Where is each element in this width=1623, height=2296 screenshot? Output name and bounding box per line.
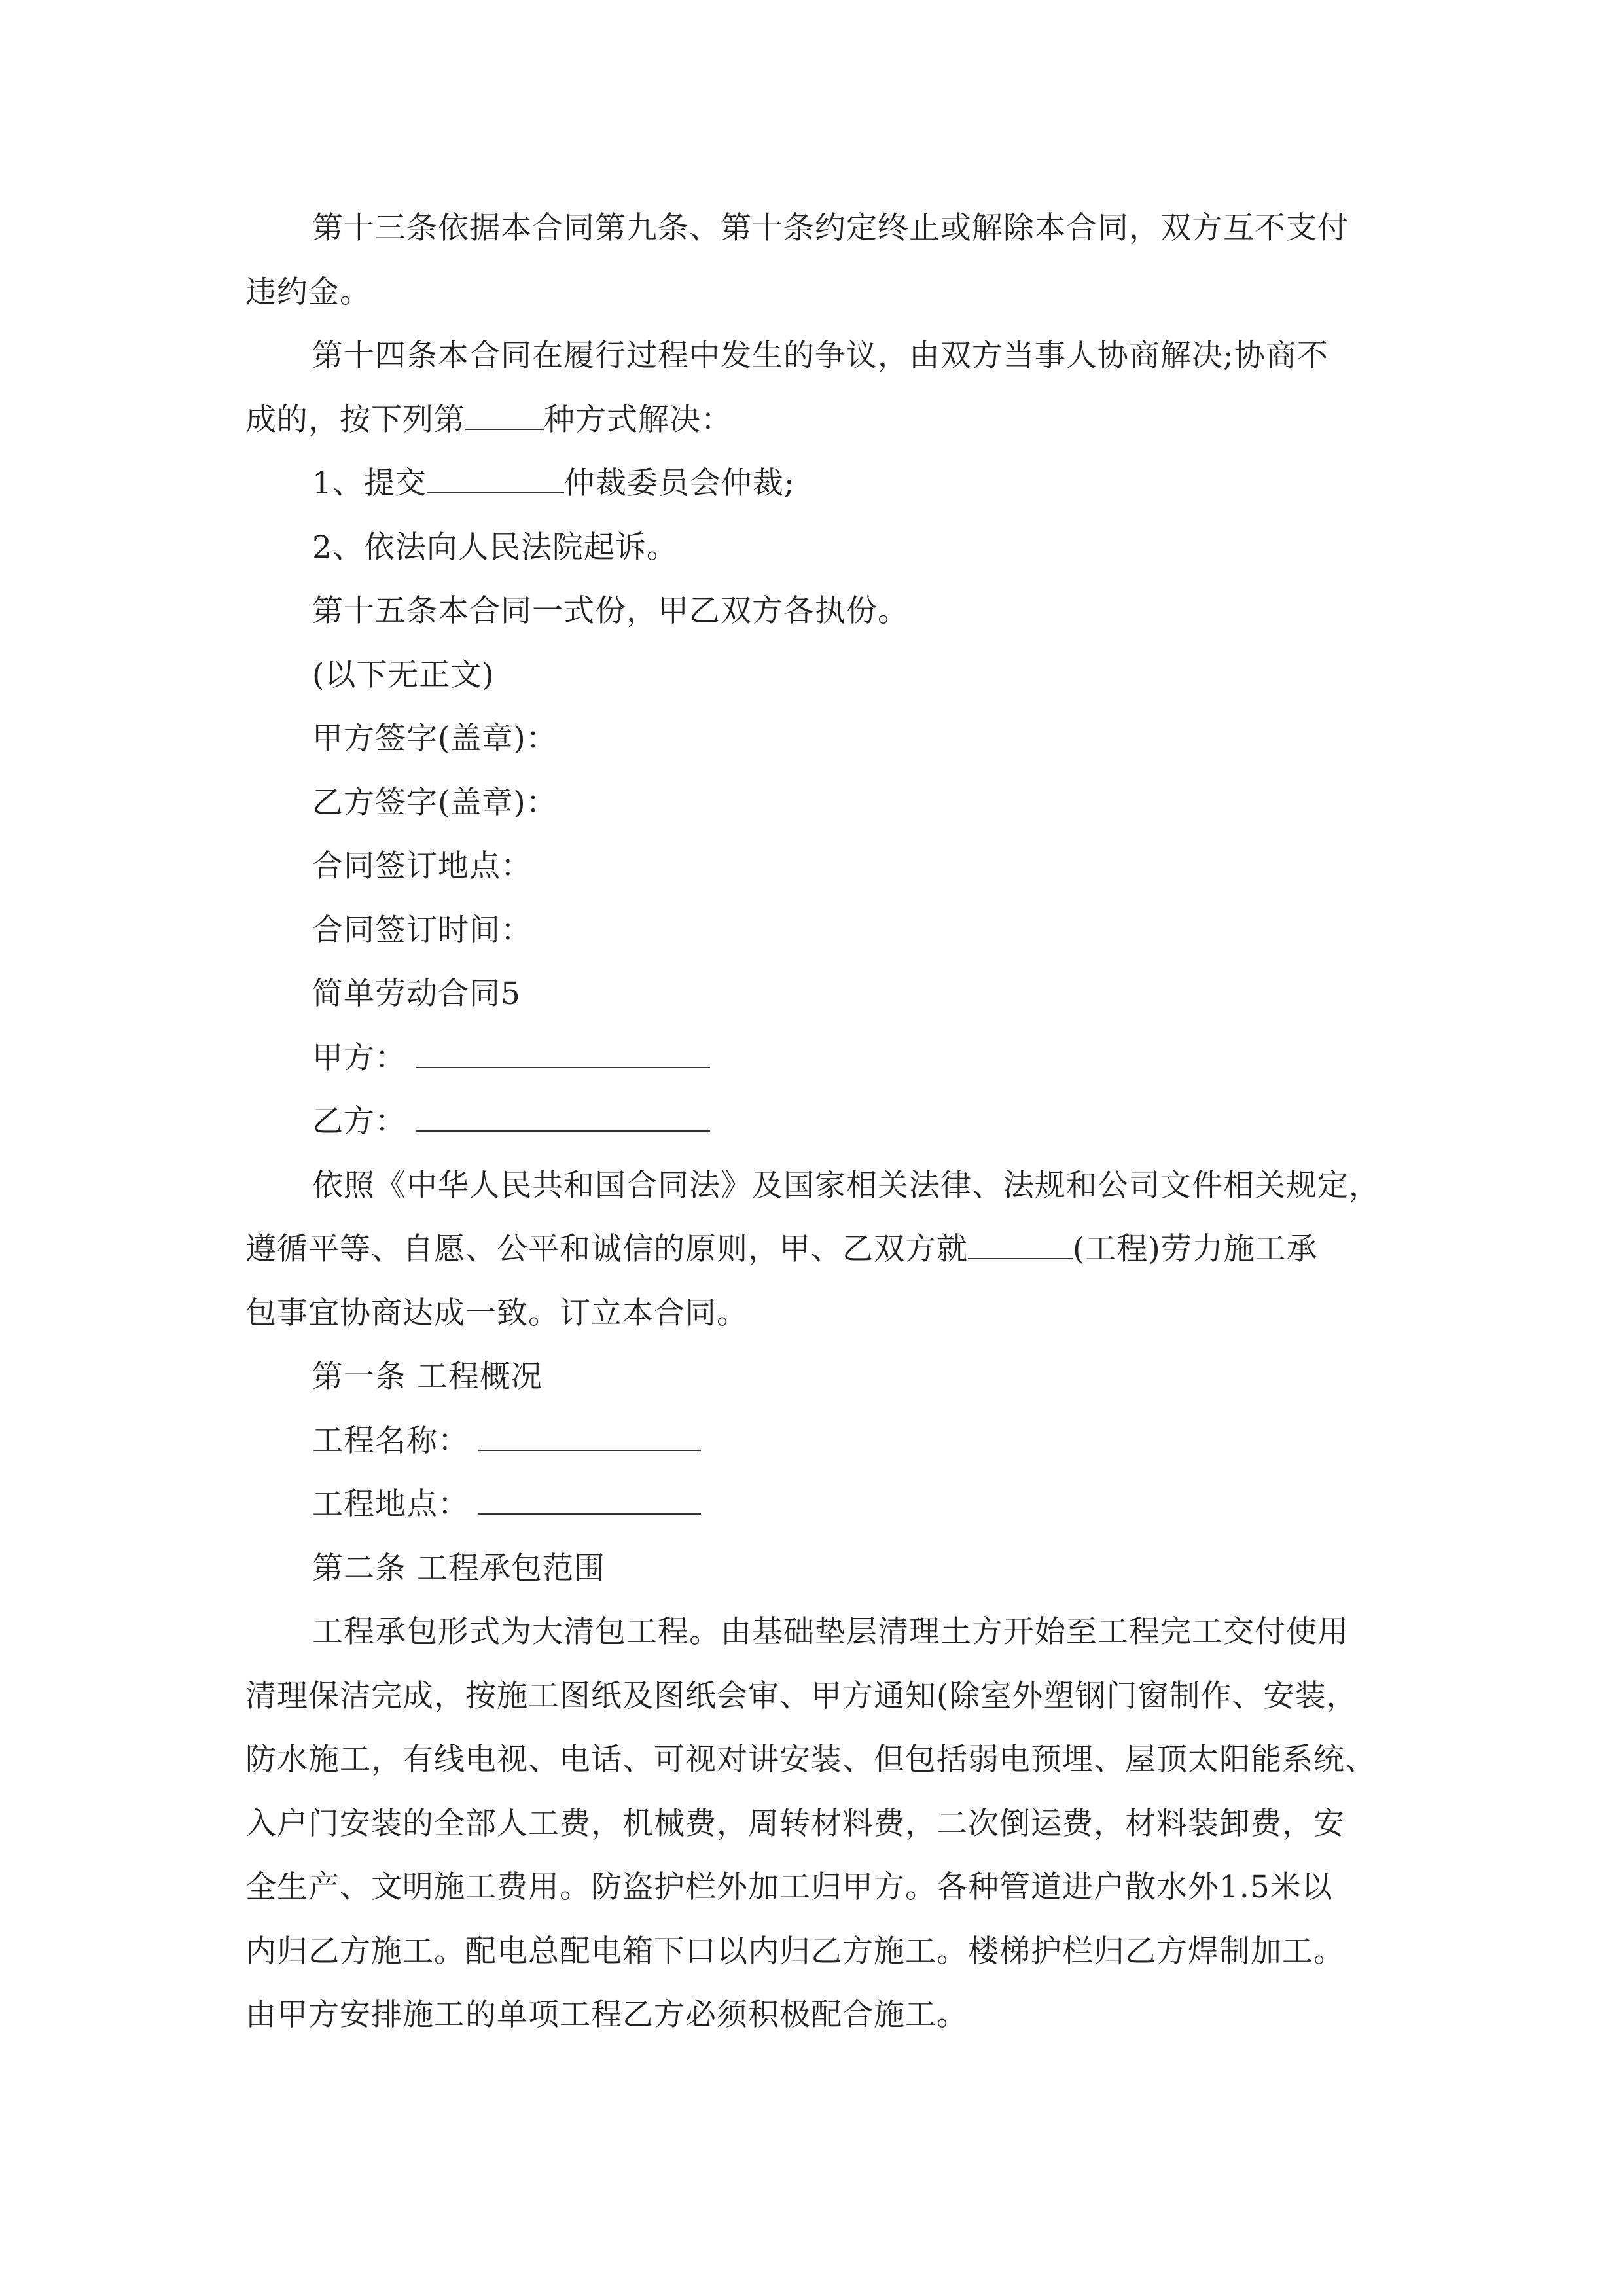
project-location-label: 工程地点： <box>312 1486 469 1522</box>
intro-line-1: 依照《中华人民共和国合同法》及国家相关法律、法规和公司文件相关规定， <box>312 1167 1380 1204</box>
option-1-pre: 1、提交 <box>312 465 427 501</box>
party-b-blank <box>416 1104 710 1132</box>
article-14-line-1: 第十四条本合同在履行过程中发生的争议，由双方当事人协商解决;协商不 <box>312 338 1329 374</box>
scope-line-7: 由甲方安排施工的单项工程乙方必须积极配合施工。 <box>245 1997 968 2033</box>
party-b-signature: 乙方签字(盖章)： <box>312 784 558 821</box>
scope-line-2: 清理保洁完成，按施工图纸及图纸会审、甲方通知(除室外塑钢门窗制作、安装， <box>245 1677 1358 1714</box>
scope-line-4: 入户门安装的全部人工费，机械费，周转材料费，二次倒运费，材料装卸费，安 <box>245 1805 1345 1842</box>
article-14-line-2 <box>245 388 1378 452</box>
article-13-line-1: 第十三条依据本合同第九条、第十条约定终止或解除本合同，双方互不支付 <box>312 210 1349 246</box>
scope-line-3: 防水施工，有线电视、电话、可视对讲安装、但包括弱电预埋、屋顶太阳能系统、 <box>245 1742 1376 1778</box>
intro-line-2-pre: 遵循平等、自愿、公平和诚信的原则，甲、乙双方就 <box>245 1231 968 1267</box>
intro-line-2 <box>245 1217 1378 1282</box>
scope-line-1: 工程承包形式为大清包工程。由基础垫层清理土方开始至工程完工交付使用 <box>312 1614 1349 1650</box>
project-location-blank <box>478 1487 701 1515</box>
intro-line-2-post: (工程)劳力施工承 <box>1073 1231 1318 1267</box>
signing-time: 合同签订时间： <box>312 912 532 948</box>
arbitration-committee-blank <box>427 466 564 493</box>
article-1-heading: 第一条 工程概况 <box>312 1359 543 1395</box>
option-1-post: 仲裁委员会仲裁; <box>563 465 795 501</box>
project-blank <box>968 1232 1073 1259</box>
party-a-blank <box>416 1041 710 1068</box>
article-2-heading: 第二条 工程承包范围 <box>312 1550 605 1587</box>
project-name-blank <box>478 1424 701 1451</box>
document-page <box>245 196 1378 2047</box>
no-further-text: (以下无正文) <box>312 656 495 693</box>
party-b-label: 乙方： <box>312 1103 406 1139</box>
project-name-line <box>245 1409 1378 1473</box>
party-a-label: 甲方： <box>312 1039 406 1076</box>
party-b-line <box>245 1090 1378 1154</box>
project-location-line <box>245 1473 1378 1537</box>
option-1 <box>245 452 1378 516</box>
article-15: 第十五条本合同一式份，甲乙双方各执份。 <box>312 593 909 629</box>
article-14-line-2-pre: 成的，按下列第 <box>245 401 465 438</box>
method-number-blank <box>465 403 544 430</box>
article-13-line-2: 违约金。 <box>245 274 371 310</box>
contract-title: 简单劳动合同5 <box>312 976 521 1012</box>
signing-place: 合同签订地点： <box>312 848 532 884</box>
scope-line-6: 内归乙方施工。配电总配电箱下口以内归乙方施工。楼梯护栏归乙方焊制加工。 <box>245 1933 1345 1969</box>
party-a-signature: 甲方签字(盖章)： <box>312 721 558 757</box>
project-name-label: 工程名称： <box>312 1422 469 1459</box>
article-14-line-2-post: 种方式解决： <box>544 401 732 438</box>
party-a-line <box>245 1026 1378 1090</box>
option-2: 2、依法向人民法院起诉。 <box>312 529 678 565</box>
scope-line-5: 全生产、文明施工费用。防盗护栏外加工归甲方。各种管道进户散水外1.5米以 <box>245 1869 1333 1905</box>
intro-line-3: 包事宜协商达成一致。订立本合同。 <box>245 1295 748 1331</box>
